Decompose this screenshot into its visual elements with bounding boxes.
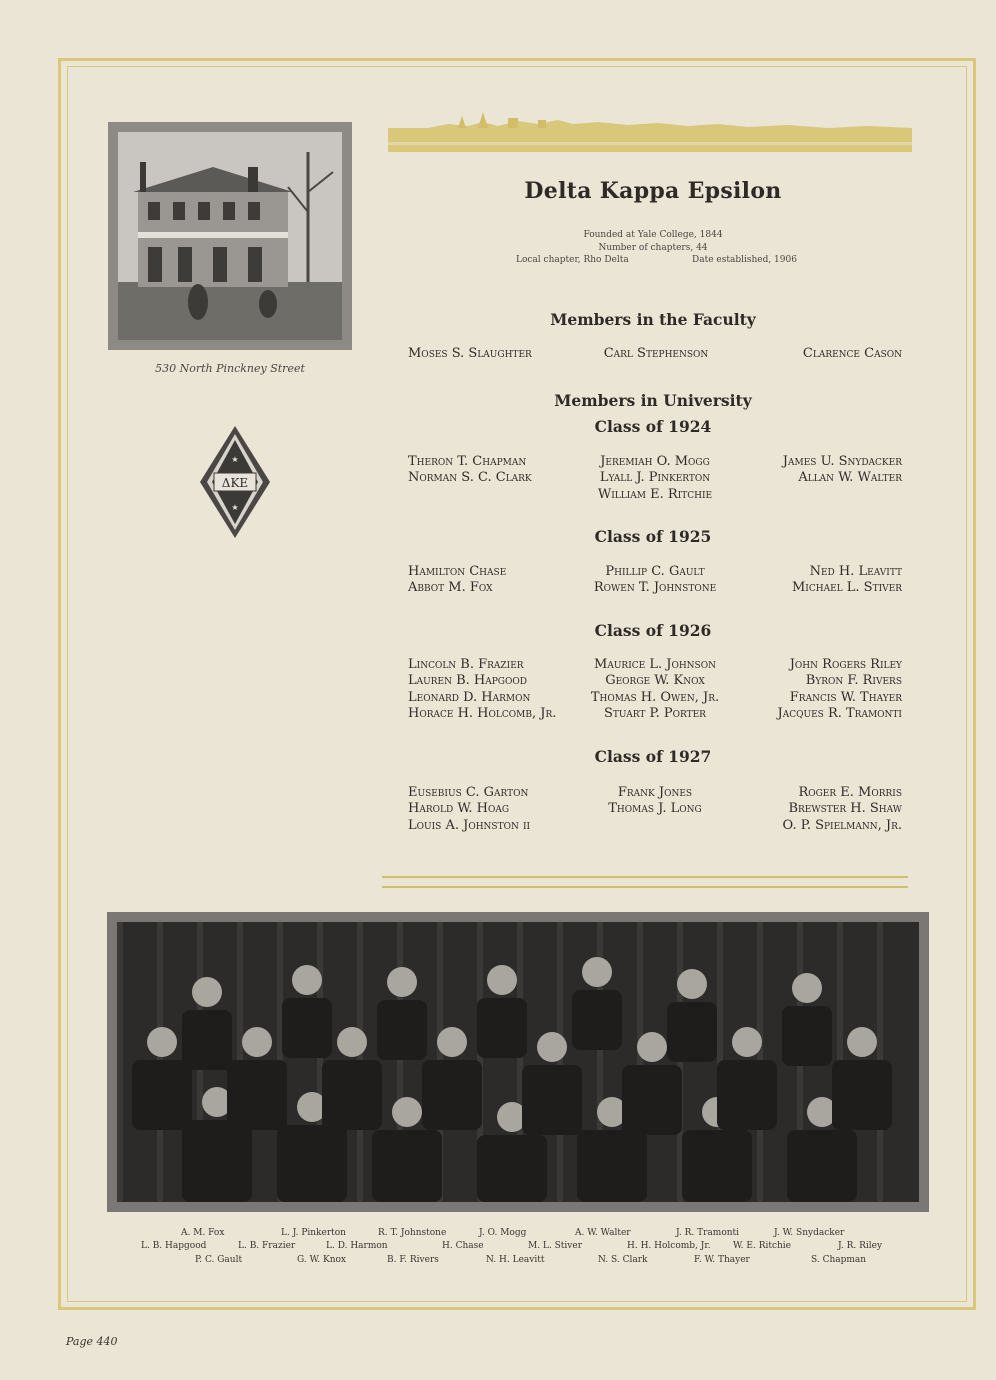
campus-skyline-banner bbox=[388, 112, 912, 152]
photo-name: N. H. Leavitt bbox=[486, 1255, 545, 1265]
class-column bbox=[565, 657, 745, 723]
photo-name: B. F. Rivers bbox=[387, 1255, 439, 1265]
photo-name: R. T. Johnstone bbox=[378, 1228, 447, 1238]
member-name: Stuart P. Porter bbox=[604, 706, 706, 722]
member-name: Jeremiah O. Mogg bbox=[600, 454, 710, 469]
class-heading: Class of 1926 bbox=[594, 621, 712, 640]
member-name: Lyall J. Pinkerton bbox=[599, 470, 711, 486]
photo-name: J. R. Tramonti bbox=[676, 1228, 740, 1238]
member-name: Eusebius C. Garton bbox=[408, 785, 529, 800]
photo-name: L. D. Harmon bbox=[326, 1241, 388, 1251]
founded-line: Founded at Yale College, 1844 bbox=[583, 230, 723, 240]
chapters-line: Number of chapters, 44 bbox=[598, 243, 708, 253]
photo-name: N. S. Clark bbox=[598, 1255, 648, 1265]
class-column bbox=[722, 564, 902, 597]
house-caption: 530 North Pinckney Street bbox=[155, 362, 305, 375]
photo-name: F. W. Thayer bbox=[694, 1255, 750, 1265]
member-name: Rowen T. Johnstone bbox=[593, 580, 717, 596]
member-name: O. P. Spielmann, Jr. bbox=[782, 817, 902, 833]
faculty-heading: Members in the Faculty bbox=[550, 310, 756, 329]
member-name: Ned H. Leavitt bbox=[809, 564, 902, 579]
member-name: Michael L. Stiver bbox=[792, 580, 902, 596]
house-photo bbox=[108, 122, 352, 350]
class-column bbox=[565, 564, 745, 597]
fraternity-crest-icon bbox=[200, 426, 270, 538]
photo-name: L. B. Hapgood bbox=[141, 1241, 207, 1251]
member-name: Francis W. Thayer bbox=[789, 689, 902, 705]
member-name: Frank Jones bbox=[617, 785, 693, 800]
member-name: Maurice L. Johnson bbox=[594, 657, 716, 672]
member-name: John Rogers Riley bbox=[789, 657, 902, 672]
photo-name: J. O. Mogg bbox=[479, 1228, 527, 1238]
member-name: James U. Snydacker bbox=[782, 454, 902, 469]
class-column bbox=[408, 454, 532, 487]
divider-rule bbox=[382, 876, 908, 878]
photo-name: M. L. Stiver bbox=[528, 1241, 583, 1251]
chapter-title: Delta Kappa Epsilon bbox=[524, 178, 782, 204]
member-name: Leonard D. Harmon bbox=[408, 689, 531, 705]
member-name: Byron F. Rivers bbox=[805, 673, 902, 689]
photo-name: L. B. Frazier bbox=[238, 1241, 296, 1251]
class-column bbox=[722, 785, 902, 834]
member-name: Theron T. Chapman bbox=[408, 454, 527, 469]
crest-letters: ΔΚΕ bbox=[221, 476, 249, 490]
local-chapter: Local chapter, Rho Delta bbox=[516, 255, 629, 265]
class-heading: Class of 1927 bbox=[594, 747, 712, 766]
class-column bbox=[408, 657, 556, 723]
date-established: Date established, 1906 bbox=[692, 255, 797, 265]
member-name: Louis A. Johnston ii bbox=[408, 817, 531, 833]
member-name: George W. Knox bbox=[605, 673, 705, 689]
photo-name: L. J. Pinkerton bbox=[281, 1228, 346, 1238]
divider-rule bbox=[382, 886, 908, 888]
faculty-member: Clarence Cason bbox=[802, 346, 902, 361]
group-photo bbox=[107, 912, 929, 1212]
class-column bbox=[565, 454, 745, 503]
member-name: Lauren B. Hapgood bbox=[408, 673, 527, 689]
member-name: Harold W. Hoag bbox=[408, 801, 510, 817]
photo-name: S. Chapman bbox=[811, 1255, 867, 1265]
photo-name: G. W. Knox bbox=[297, 1255, 347, 1265]
photo-name: H. Chase bbox=[442, 1241, 484, 1251]
university-heading: Members in University bbox=[554, 391, 752, 410]
photo-name: P. C. Gault bbox=[195, 1255, 243, 1265]
photo-name: J. W. Snydacker bbox=[774, 1228, 845, 1238]
class-column bbox=[408, 564, 506, 597]
svg-text:★: ★ bbox=[231, 455, 239, 464]
class-column bbox=[722, 657, 902, 723]
photo-name: A. M. Fox bbox=[181, 1228, 225, 1238]
class-column bbox=[408, 785, 530, 834]
member-name: Brewster H. Shaw bbox=[788, 801, 902, 817]
member-name: Horace H. Holcomb, Jr. bbox=[408, 706, 557, 722]
member-name: William E. Ritchie bbox=[597, 486, 713, 502]
member-name: Hamilton Chase bbox=[408, 564, 507, 579]
member-name: Norman S. C. Clark bbox=[408, 470, 532, 486]
founding-info bbox=[388, 229, 918, 255]
photo-name: W. E. Ritchie bbox=[733, 1241, 792, 1251]
photo-name: H. H. Holcomb, Jr. bbox=[627, 1241, 711, 1251]
class-heading: Class of 1925 bbox=[594, 527, 712, 546]
member-name: Thomas J. Long bbox=[608, 801, 702, 817]
member-name: Jacques R. Tramonti bbox=[777, 706, 902, 722]
member-name: Phillip C. Gault bbox=[605, 564, 705, 579]
member-name: Allan W. Walter bbox=[798, 470, 902, 486]
member-name: Abbot M. Fox bbox=[408, 580, 493, 596]
member-name: Lincoln B. Frazier bbox=[408, 657, 524, 672]
faculty-member: Moses S. Slaughter bbox=[408, 346, 532, 361]
page-number: Page 440 bbox=[66, 1335, 118, 1348]
svg-text:★: ★ bbox=[231, 503, 239, 512]
faculty-member: Carl Stephenson bbox=[603, 346, 709, 361]
class-heading: Class of 1924 bbox=[594, 417, 712, 436]
photo-name: J. R. Riley bbox=[838, 1241, 883, 1251]
member-name: Thomas H. Owen, Jr. bbox=[590, 689, 720, 705]
class-column bbox=[565, 785, 745, 818]
class-column bbox=[722, 454, 902, 487]
member-name: Roger E. Morris bbox=[798, 785, 902, 800]
photo-name: A. W. Walter bbox=[575, 1228, 631, 1238]
